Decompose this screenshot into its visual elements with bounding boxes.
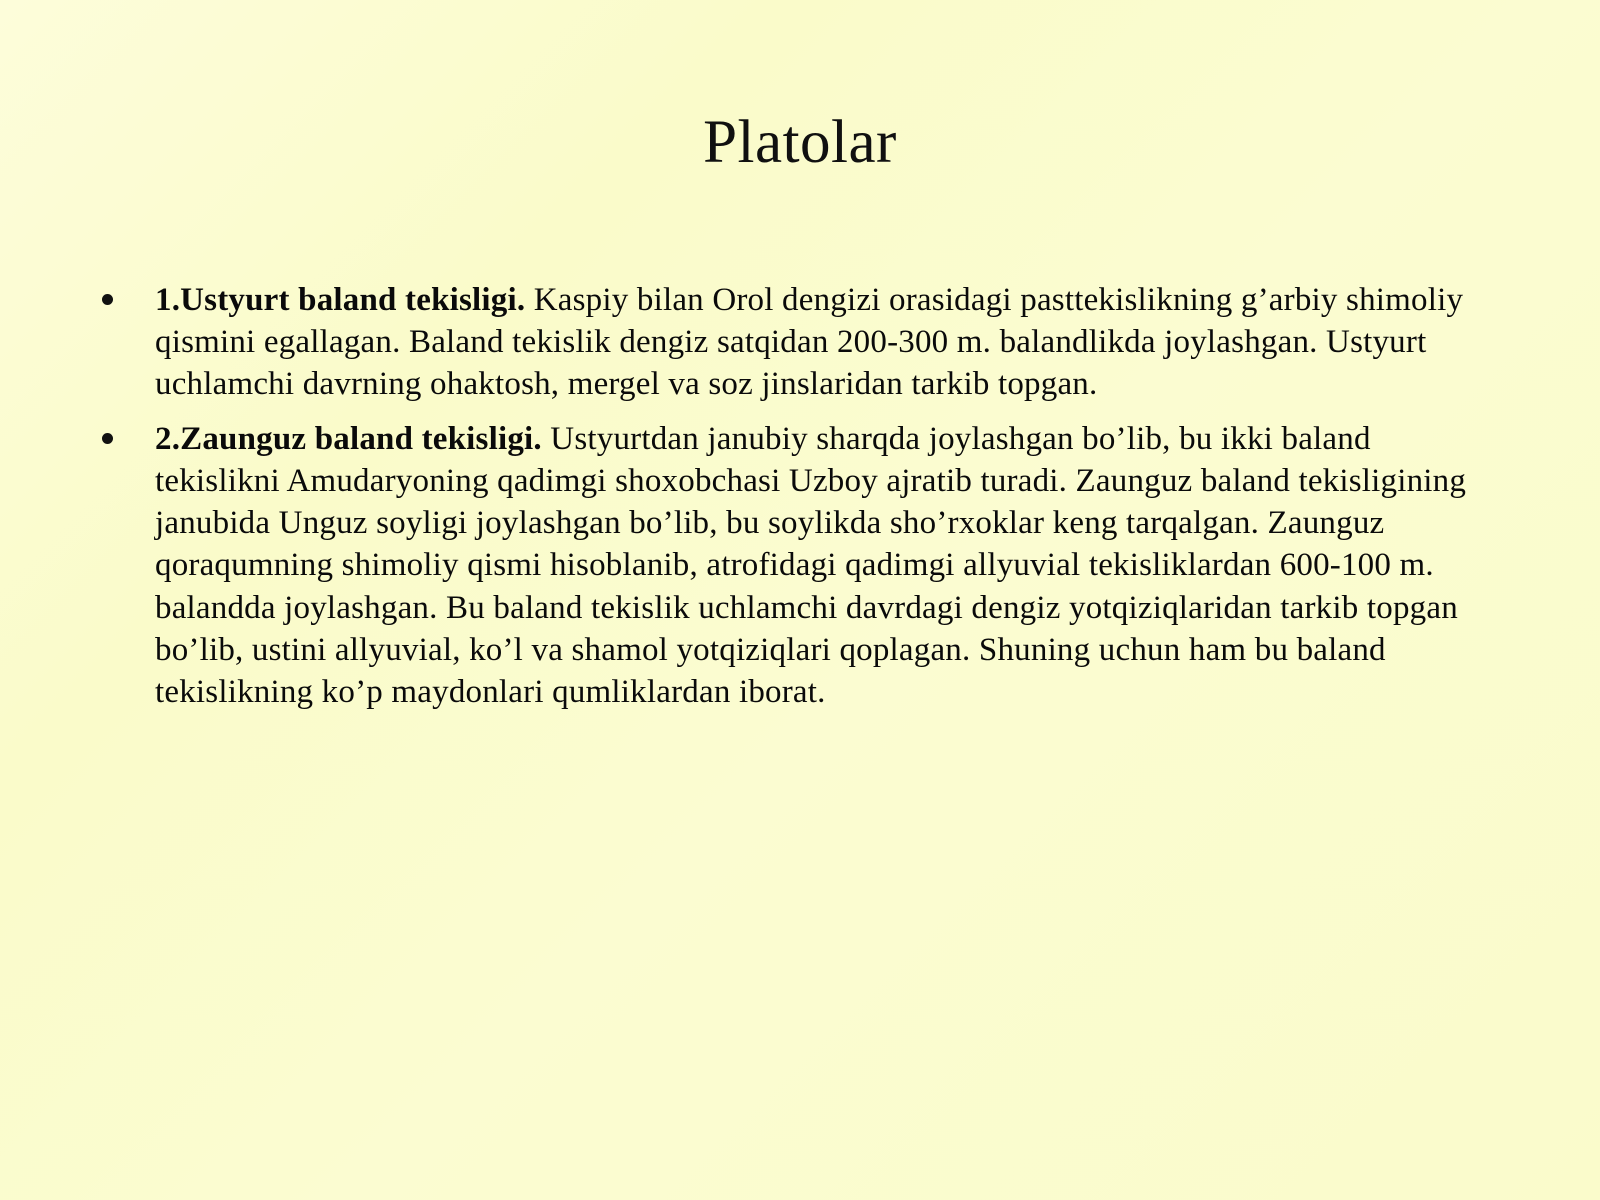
bullet-2-text: Ustyurtdan janubiy sharqda joylashgan bo’lib, bu ikki baland tekislikni Amudaryoning qadimgi shoxobchasi Uzboy ajratib turadi. Zaunguz baland tekisligining janubida Unguz soyligi joylashgan bo’lib, bu soylikda sho’rxoklar keng tarqalgan. Zaunguz qoraqumning shimoliy qismi hisoblanib, atrofidagi qadimgi allyuvial tekisliklardan 600-100 m. balandda joylashgan. Bu baland tekislik uchlamchi davrdagi dengiz yotqiziqlaridan tarkib topgan bo’lib, ustini allyuvial, ko’l va shamol yotqiziqlari qoplagan. Shuning uchun ham bu baland tekislikning ko’p maydonlari qumliklardan iborat. [155,420,1467,711]
list-item [98,418,1470,714]
bullet-2-heading: 2.Zaunguz baland tekisligi. [155,420,542,457]
list-item [98,279,1470,406]
bullet-1-text: Kaspiy bilan Orol dengizi orasidagi pasttekislikning g’arbiy shimoliy qismini egallagan. Baland tekislik dengiz satqidan 200-300 m. balandlikda joylashgan. Ustyurt uchlamchi davrning ohaktosh, mergel va soz jinslaridan tarkib topgan. [155,282,1464,403]
bullet-list [98,279,1470,713]
bullet-1-heading: 1.Ustyurt baland tekisligi. [155,282,526,318]
bullet-icon [102,294,113,305]
slide-body [98,279,1470,725]
page-title: Platolar [703,109,897,176]
bullet-icon [102,433,113,444]
